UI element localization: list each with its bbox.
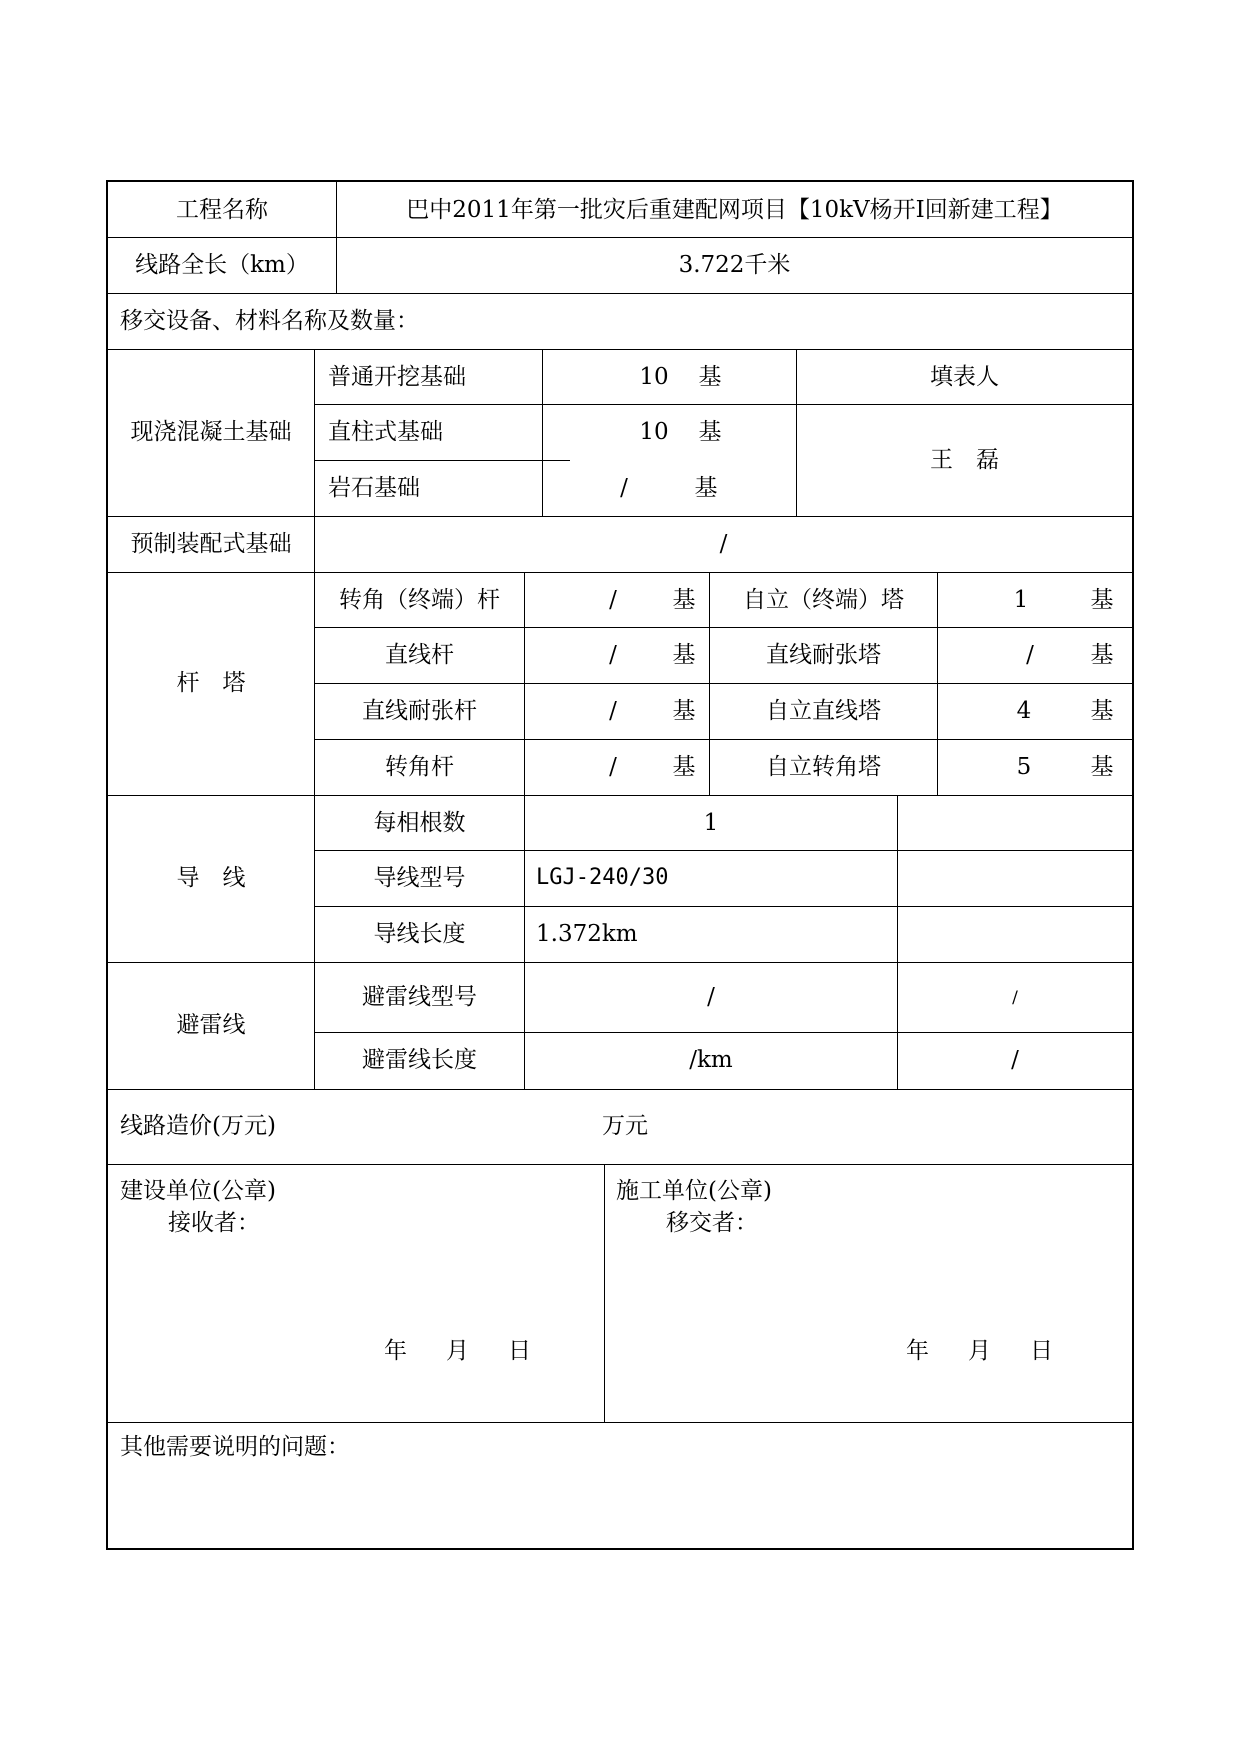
filler-name: 王 磊 (930, 447, 999, 473)
column-divider (604, 1164, 605, 1422)
tower-unit: 基 (1090, 698, 1114, 724)
builder-date-year: 年 (384, 1338, 407, 1364)
cost-unit: 万元 (602, 1113, 648, 1139)
pole-unit: 基 (672, 754, 696, 780)
builder-date-day: 日 (508, 1338, 531, 1364)
constructor-unit-label: 施工单位(公章) (616, 1178, 772, 1204)
pole-qty: / (609, 642, 617, 668)
project-name-value: 巴中2011年第一批灾后重建配网项目【10kV杨开Ⅰ回新建工程】 (406, 197, 1063, 223)
pole-qty: / (609, 754, 617, 780)
tower-qty: 1 (1013, 587, 1029, 613)
conductor-row-value: 1.372km (536, 921, 638, 947)
pole-unit: 基 (672, 698, 696, 724)
builder-person-label: 接收者： (168, 1210, 260, 1236)
pole-unit: 基 (672, 587, 696, 613)
conductor-row-name: 导线型号 (373, 865, 466, 891)
pole-name: 直线杆 (385, 642, 454, 668)
row-divider (314, 404, 1132, 405)
tower-name: 自立（终端）塔 (743, 587, 904, 613)
conductor-row-name: 每相根数 (373, 810, 466, 836)
tower-unit: 基 (1090, 587, 1114, 613)
row-divider (314, 627, 1132, 628)
foundation-qty: / (620, 475, 628, 501)
tower-name: 自立直线塔 (766, 698, 881, 724)
line-length-value: 3.722千米 (678, 252, 791, 278)
project-name-label: 工程名称 (176, 197, 268, 223)
line-length-label: 线路全长（km） (135, 252, 309, 278)
cost-label: 线路造价(万元) (120, 1113, 276, 1139)
tower-unit: 基 (1090, 754, 1114, 780)
foundation-unit: 基 (698, 364, 722, 390)
foundation-name: 普通开挖基础 (328, 364, 466, 390)
conductor-label: 导 线 (176, 865, 246, 891)
constructor-date-year: 年 (906, 1338, 929, 1364)
row-divider (108, 349, 1132, 350)
row-divider (314, 739, 1132, 740)
column-divider (542, 349, 543, 516)
row-divider (108, 1089, 1132, 1090)
conductor-row-value: LGJ-240/30 (536, 865, 669, 890)
constructor-date-month: 月 (968, 1338, 991, 1364)
tower-qty: / (1026, 642, 1034, 668)
conductor-row-name: 导线长度 (373, 921, 466, 947)
row-divider (314, 1032, 1132, 1033)
pole-name: 直线耐张杆 (362, 698, 477, 724)
foundation-name: 岩石基础 (328, 475, 420, 501)
ground-wire-row-name: 避雷线长度 (362, 1047, 477, 1073)
row-divider (108, 1164, 1132, 1165)
row-divider (314, 906, 1132, 907)
cast-foundation-label: 现浇混凝土基础 (130, 419, 292, 445)
precast-foundation-label: 预制装配式基础 (130, 531, 292, 557)
precast-foundation-value: / (719, 531, 728, 557)
tower-name: 自立转角塔 (766, 754, 881, 780)
pole-qty: / (609, 698, 617, 724)
row-divider (108, 1422, 1132, 1423)
ground-wire-row-value: / (707, 984, 715, 1010)
row-divider (314, 683, 1132, 684)
tower-unit: 基 (1090, 642, 1114, 668)
builder-date-month: 月 (446, 1338, 469, 1364)
row-divider (108, 516, 1132, 517)
row-divider (108, 572, 1132, 573)
ground-wire-row-extra: / (1011, 1047, 1019, 1073)
builder-unit-label: 建设单位(公章) (120, 1178, 276, 1204)
pole-unit: 基 (672, 642, 696, 668)
column-divider (937, 572, 938, 795)
row-divider (314, 850, 1132, 851)
constructor-person-label: 移交者： (666, 1210, 758, 1236)
row-divider (108, 293, 1132, 294)
transfer-heading: 移交设备、材料名称及数量： (120, 308, 419, 334)
row-divider (108, 237, 1132, 238)
ground-wire-row-value: /km (689, 1047, 733, 1073)
conductor-row-value: 1 (703, 810, 719, 836)
foundation-unit: 基 (698, 419, 722, 445)
column-divider (897, 795, 898, 1089)
foundation-unit: 基 (694, 475, 718, 501)
row-divider (108, 795, 1132, 796)
filler-label: 填表人 (930, 364, 999, 390)
pole-qty: / (609, 587, 617, 613)
tower-qty: 5 (1016, 754, 1032, 780)
ground-wire-row-name: 避雷线型号 (362, 984, 477, 1010)
notes-label: 其他需要说明的问题： (120, 1434, 350, 1460)
foundation-qty: 10 (639, 364, 669, 390)
row-divider (108, 962, 1132, 963)
poles-towers-label: 杆 塔 (176, 670, 246, 696)
row-divider (314, 460, 570, 461)
pole-name: 转角杆 (385, 754, 454, 780)
constructor-date-day: 日 (1030, 1338, 1053, 1364)
handover-table (106, 180, 1134, 1550)
ground-wire-label: 避雷线 (176, 1012, 246, 1038)
foundation-qty: 10 (639, 419, 669, 445)
foundation-name: 直柱式基础 (328, 419, 443, 445)
pole-name: 转角（终端）杆 (339, 587, 500, 613)
tower-name: 直线耐张塔 (766, 642, 881, 668)
tower-qty: 4 (1016, 698, 1032, 724)
ground-wire-row-extra: / (1012, 988, 1018, 1008)
